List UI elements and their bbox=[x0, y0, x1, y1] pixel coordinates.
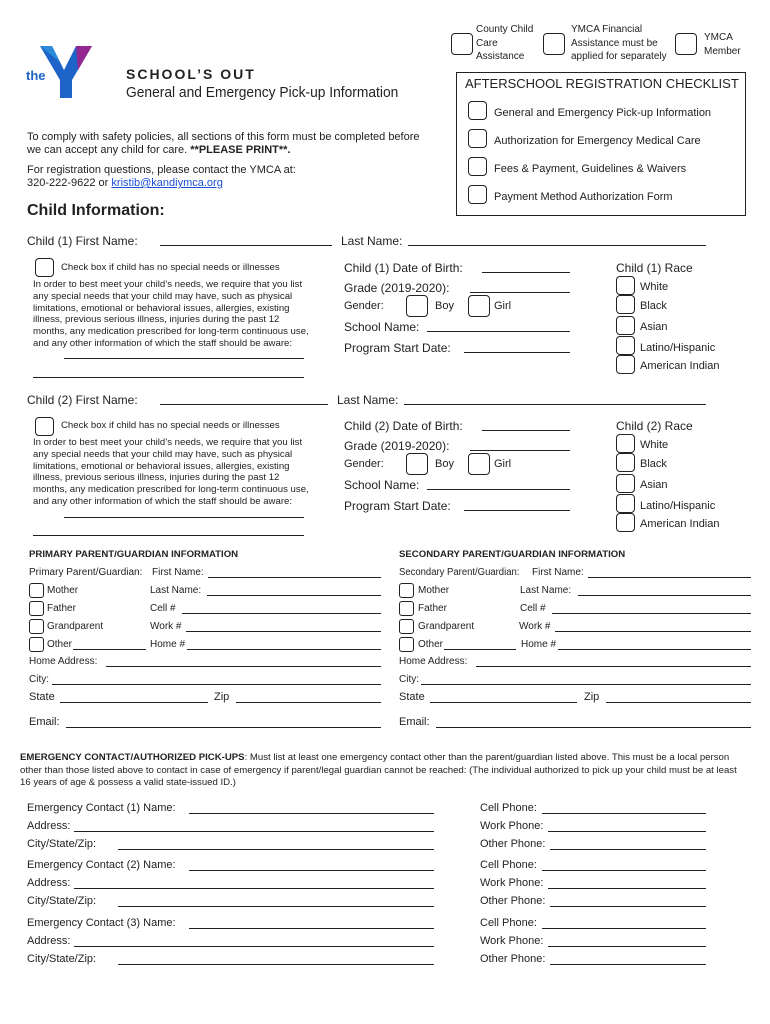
secondary-last-name-label: Last Name: bbox=[520, 585, 572, 596]
emergency1-work-label: Work Phone: bbox=[480, 820, 544, 832]
primary-first-name-field[interactable] bbox=[208, 577, 381, 578]
ymca-member-checkbox[interactable] bbox=[675, 33, 697, 55]
emergency2-name-label: Emergency Contact (2) Name: bbox=[27, 859, 176, 871]
child1-race-latino-label: Latino/Hispanic bbox=[640, 342, 716, 354]
child-info-heading: Child Information: bbox=[27, 202, 165, 219]
primary-last-name-field[interactable] bbox=[207, 595, 381, 596]
child2-last-name-label: Last Name: bbox=[337, 393, 399, 407]
secondary-first-name-label: First Name: bbox=[532, 567, 584, 578]
ymca-financial-label: YMCA Financial Assistance must be applied for separately bbox=[571, 24, 667, 62]
emergency2-work-field[interactable] bbox=[548, 888, 706, 889]
secondary-city-field[interactable] bbox=[421, 684, 751, 685]
primary-name-label: Primary Parent/Guardian: bbox=[29, 567, 143, 578]
primary-home-label: Home # bbox=[150, 639, 186, 650]
child1-race-asian-checkbox[interactable] bbox=[616, 316, 635, 335]
child1-last-name-label: Last Name: bbox=[341, 234, 403, 248]
child1-start-field[interactable] bbox=[464, 352, 570, 353]
ymca-logo bbox=[22, 40, 100, 100]
child2-race-latino-label: Latino/Hispanic bbox=[640, 500, 716, 512]
page-title: SCHOOL’S OUT bbox=[126, 66, 256, 82]
child2-boy-label: Boy bbox=[435, 458, 454, 470]
child2-school-field[interactable] bbox=[427, 489, 570, 490]
emergency1-name-field[interactable] bbox=[189, 813, 434, 814]
child2-dob-field[interactable] bbox=[482, 430, 570, 431]
secondary-cell-label: Cell # bbox=[520, 603, 546, 614]
child2-no-needs-checkbox[interactable] bbox=[35, 417, 54, 436]
emergency3-city-label: City/State/Zip: bbox=[27, 953, 97, 965]
child1-dob-label: Child (1) Date of Birth: bbox=[344, 261, 463, 275]
emergency1-city-label: City/State/Zip: bbox=[27, 838, 97, 850]
primary-state-field[interactable] bbox=[60, 702, 208, 703]
child1-girl-checkbox[interactable] bbox=[468, 295, 490, 317]
contact-line bbox=[27, 177, 223, 189]
ymca-financial-checkbox[interactable] bbox=[543, 33, 565, 55]
child2-needs-field-2[interactable] bbox=[33, 535, 304, 536]
child2-needs-field-1[interactable] bbox=[64, 517, 304, 518]
emergency2-other-field[interactable] bbox=[550, 906, 706, 907]
child1-race-asian-label: Asian bbox=[640, 321, 668, 333]
checklist-checkbox-fees[interactable] bbox=[468, 157, 487, 176]
child2-girl-label: Girl bbox=[494, 458, 512, 470]
child2-girl-checkbox[interactable] bbox=[468, 453, 490, 475]
checklist-checkbox-payment[interactable] bbox=[468, 185, 487, 204]
child2-race-white-label: White bbox=[640, 439, 669, 451]
primary-zip-field[interactable] bbox=[236, 702, 381, 703]
child1-race-black-checkbox[interactable] bbox=[616, 295, 635, 314]
primary-address-label: Home Address: bbox=[29, 656, 98, 667]
primary-cell-label: Cell # bbox=[150, 603, 176, 614]
emergency3-address-label: Address: bbox=[27, 935, 71, 947]
checklist-item-general: General and Emergency Pick-up Information bbox=[494, 107, 712, 119]
emergency2-cell-field[interactable] bbox=[542, 870, 706, 871]
child1-school-label: School Name: bbox=[344, 320, 420, 334]
secondary-email-label: Email: bbox=[399, 716, 430, 728]
child1-first-name-label: Child (1) First Name: bbox=[27, 234, 138, 248]
emergency3-name-field[interactable] bbox=[189, 928, 434, 929]
secondary-grandparent-label: Grandparent bbox=[418, 621, 475, 632]
child2-race-american-indian-label: American Indian bbox=[640, 518, 720, 530]
child2-race-american-indian-checkbox[interactable] bbox=[616, 513, 635, 532]
child2-no-needs-label: Check box if child has no special needs or illnesses bbox=[61, 420, 280, 431]
emergency1-other-field[interactable] bbox=[550, 849, 706, 850]
checklist-checkbox-medical[interactable] bbox=[468, 129, 487, 148]
secondary-other-field[interactable] bbox=[444, 649, 516, 650]
compliance-emphasis: **PLEASE PRINT**. bbox=[190, 144, 291, 156]
emergency1-address-label: Address: bbox=[27, 820, 71, 832]
child2-race-black-checkbox[interactable] bbox=[616, 453, 635, 472]
primary-father-label: Father bbox=[47, 603, 76, 614]
child1-needs-field-2[interactable] bbox=[33, 377, 304, 378]
primary-city-field[interactable] bbox=[52, 684, 381, 685]
contact-text: For registration questions, please contact the YMCA at: bbox=[27, 164, 296, 176]
emergency2-name-field[interactable] bbox=[189, 870, 434, 871]
primary-work-field[interactable] bbox=[186, 631, 381, 632]
child1-dob-field[interactable] bbox=[482, 272, 570, 273]
child1-race-white-label: White bbox=[640, 281, 669, 293]
secondary-address-field[interactable] bbox=[476, 666, 751, 667]
primary-other-label: Other bbox=[47, 639, 73, 650]
secondary-state-label: State bbox=[399, 691, 425, 703]
secondary-state-field[interactable] bbox=[430, 702, 577, 703]
emergency2-address-field[interactable] bbox=[74, 888, 434, 889]
child1-grade-field[interactable] bbox=[470, 292, 570, 293]
secondary-email-field[interactable] bbox=[436, 727, 751, 728]
child1-race-latino-checkbox[interactable] bbox=[616, 336, 635, 355]
child1-last-name-field[interactable] bbox=[408, 245, 706, 246]
emergency2-other-label: Other Phone: bbox=[480, 895, 546, 907]
emergency1-name-label: Emergency Contact (1) Name: bbox=[27, 802, 176, 814]
child1-grade-label: Grade (2019-2020): bbox=[344, 281, 450, 295]
child1-boy-checkbox[interactable] bbox=[406, 295, 428, 317]
child1-gender-label: Gender: bbox=[344, 300, 384, 312]
child2-dob-label: Child (2) Date of Birth: bbox=[344, 419, 463, 433]
secondary-father-label: Father bbox=[418, 603, 447, 614]
child1-race-white-checkbox[interactable] bbox=[616, 276, 635, 295]
emergency-description-text: : Must list at least one emergency contact other than the parent/guardian listed above. This must be a local person other than those listed above to contact in case of emergency if parent/legal guardian cannot be reached: (The individual authorized to pick up your child must be at least 16 years of age & possess a valid state-issued ID.) bbox=[20, 752, 737, 788]
primary-last-name-label: Last Name: bbox=[150, 585, 202, 596]
emergency1-cell-label: Cell Phone: bbox=[480, 802, 537, 814]
secondary-last-name-field[interactable] bbox=[578, 595, 751, 596]
child2-race-label: Child (2) Race bbox=[616, 419, 693, 433]
primary-mother-label: Mother bbox=[47, 585, 79, 596]
secondary-other-label: Other bbox=[418, 639, 444, 650]
primary-address-field[interactable] bbox=[106, 666, 381, 667]
emergency3-work-label: Work Phone: bbox=[480, 935, 544, 947]
child1-start-label: Program Start Date: bbox=[344, 341, 451, 355]
child2-start-field[interactable] bbox=[464, 510, 570, 511]
secondary-cell-field[interactable] bbox=[552, 613, 751, 614]
primary-heading: PRIMARY PARENT/GUARDIAN INFORMATION bbox=[29, 549, 239, 560]
primary-cell-field[interactable] bbox=[182, 613, 381, 614]
checklist-item-fees: Fees & Payment, Guidelines & Waivers bbox=[494, 163, 687, 175]
child1-race-american-indian-checkbox[interactable] bbox=[616, 355, 635, 374]
secondary-father-checkbox[interactable] bbox=[399, 601, 414, 616]
page-subtitle: General and Emergency Pick-up Information bbox=[126, 84, 399, 101]
compliance-text bbox=[27, 131, 432, 157]
secondary-name-label: Secondary Parent/Guardian: bbox=[399, 567, 520, 578]
secondary-work-label: Work # bbox=[519, 621, 551, 632]
emergency3-other-field[interactable] bbox=[550, 964, 706, 965]
county-assistance-checkbox[interactable] bbox=[451, 33, 473, 55]
secondary-zip-field[interactable] bbox=[606, 702, 751, 703]
primary-zip-label: Zip bbox=[214, 691, 230, 703]
secondary-zip-label: Zip bbox=[584, 691, 600, 703]
primary-email-label: Email: bbox=[29, 716, 60, 728]
emergency2-work-label: Work Phone: bbox=[480, 877, 544, 889]
emergency3-cell-label: Cell Phone: bbox=[480, 917, 537, 929]
child1-school-field[interactable] bbox=[427, 331, 570, 332]
emergency-description bbox=[20, 752, 740, 790]
child1-boy-label: Boy bbox=[435, 300, 454, 312]
child2-gender-label: Gender: bbox=[344, 458, 384, 470]
primary-home-field[interactable] bbox=[187, 649, 381, 650]
emergency1-address-field[interactable] bbox=[74, 831, 434, 832]
child2-last-name-field[interactable] bbox=[404, 404, 706, 405]
child1-no-needs-checkbox[interactable] bbox=[35, 258, 54, 277]
emergency3-name-label: Emergency Contact (3) Name: bbox=[27, 917, 176, 929]
logo-ymca-text: YMCA bbox=[85, 79, 97, 95]
child1-needs-field-1[interactable] bbox=[64, 358, 304, 359]
emergency3-other-label: Other Phone: bbox=[480, 953, 546, 965]
child2-boy-checkbox[interactable] bbox=[406, 453, 428, 475]
child1-needs-text: In order to best meet your child’s needs, we require that you list any special needs that your child may have, such as physical limitations, emotional or behavioral issues, allergies, existing illness, previous serious illness, injuries during the past 12 months, any medication prescribed for long-term continuous use, and any other information of which the staff should be aware: bbox=[33, 279, 309, 349]
child1-first-name-field[interactable] bbox=[160, 245, 332, 246]
child2-race-white-checkbox[interactable] bbox=[616, 434, 635, 453]
child2-first-name-field[interactable] bbox=[160, 404, 328, 405]
primary-grandparent-label: Grandparent bbox=[47, 621, 104, 632]
primary-email-field[interactable] bbox=[66, 727, 381, 728]
secondary-home-field[interactable] bbox=[558, 649, 751, 650]
child2-first-name-label: Child (2) First Name: bbox=[27, 393, 138, 407]
primary-other-field[interactable] bbox=[73, 649, 146, 650]
secondary-home-label: Home # bbox=[521, 639, 557, 650]
secondary-mother-label: Mother bbox=[418, 585, 450, 596]
primary-work-label: Work # bbox=[150, 621, 182, 632]
checklist-item-payment: Payment Method Authorization Form bbox=[494, 191, 673, 203]
emergency3-address-field[interactable] bbox=[74, 946, 434, 947]
child2-school-label: School Name: bbox=[344, 478, 420, 492]
contact-phone: 320-222-9622 or bbox=[27, 177, 109, 189]
emergency1-city-field[interactable] bbox=[118, 849, 434, 850]
child2-race-asian-label: Asian bbox=[640, 479, 668, 491]
secondary-mother-checkbox[interactable] bbox=[399, 583, 414, 598]
child2-race-latino-checkbox[interactable] bbox=[616, 494, 635, 513]
emergency3-cell-field[interactable] bbox=[542, 928, 706, 929]
emergency-heading: EMERGENCY CONTACT/AUTHORIZED PICK-UPS bbox=[20, 752, 245, 763]
emergency1-work-field[interactable] bbox=[548, 831, 706, 832]
emergency2-cell-label: Cell Phone: bbox=[480, 859, 537, 871]
child1-no-needs-label: Check box if child has no special needs or illnesses bbox=[61, 262, 280, 273]
compliance-body: To comply with safety policies, all sections of this form must be completed before we can accept any child for care. bbox=[27, 131, 420, 156]
primary-mother-checkbox[interactable] bbox=[29, 583, 44, 598]
logo-the-text: the bbox=[26, 68, 46, 83]
county-assistance-label: County Child Care Assistance bbox=[476, 24, 534, 62]
secondary-address-label: Home Address: bbox=[399, 656, 468, 667]
secondary-first-name-field[interactable] bbox=[588, 577, 751, 578]
child2-race-black-label: Black bbox=[640, 458, 667, 470]
child2-needs-text: In order to best meet your child’s needs, we require that you list any special needs that your child may have, such as physical limitations, emotional or behavioral issues, allergies, existing illness, previous serious illness, injuries during the past 12 months, any medication prescribed for long-term continuous use, and any other information of which the staff should be aware: bbox=[33, 437, 309, 507]
child1-race-american-indian-label: American Indian bbox=[640, 360, 720, 372]
child2-race-asian-checkbox[interactable] bbox=[616, 474, 635, 493]
emergency1-cell-field[interactable] bbox=[542, 813, 706, 814]
child1-girl-label: Girl bbox=[494, 300, 512, 312]
contact-email-link[interactable]: kristib@kandiymca.org bbox=[111, 177, 223, 189]
checklist-title: AFTERSCHOOL REGISTRATION CHECKLIST bbox=[465, 76, 739, 91]
emergency1-other-label: Other Phone: bbox=[480, 838, 546, 850]
checklist-item-medical: Authorization for Emergency Medical Care bbox=[494, 135, 701, 147]
secondary-heading: SECONDARY PARENT/GUARDIAN INFORMATION bbox=[399, 549, 626, 560]
primary-grandparent-checkbox[interactable] bbox=[29, 619, 44, 634]
checklist-checkbox-general[interactable] bbox=[468, 101, 487, 120]
child2-grade-field[interactable] bbox=[470, 450, 570, 451]
emergency2-city-label: City/State/Zip: bbox=[27, 895, 97, 907]
primary-first-name-label: First Name: bbox=[152, 567, 204, 578]
emergency3-work-field[interactable] bbox=[548, 946, 706, 947]
child2-start-label: Program Start Date: bbox=[344, 499, 451, 513]
primary-other-checkbox[interactable] bbox=[29, 637, 44, 652]
child2-grade-label: Grade (2019-2020): bbox=[344, 439, 450, 453]
child1-race-label: Child (1) Race bbox=[616, 261, 693, 275]
emergency2-city-field[interactable] bbox=[118, 906, 434, 907]
ymca-member-label: YMCA Member bbox=[704, 32, 741, 57]
secondary-grandparent-checkbox[interactable] bbox=[399, 619, 414, 634]
child1-race-black-label: Black bbox=[640, 300, 667, 312]
primary-city-label: City: bbox=[29, 674, 49, 685]
secondary-other-checkbox[interactable] bbox=[399, 637, 414, 652]
emergency3-city-field[interactable] bbox=[118, 964, 434, 965]
secondary-work-field[interactable] bbox=[555, 631, 751, 632]
secondary-city-label: City: bbox=[399, 674, 419, 685]
primary-state-label: State bbox=[29, 691, 55, 703]
primary-father-checkbox[interactable] bbox=[29, 601, 44, 616]
emergency2-address-label: Address: bbox=[27, 877, 71, 889]
